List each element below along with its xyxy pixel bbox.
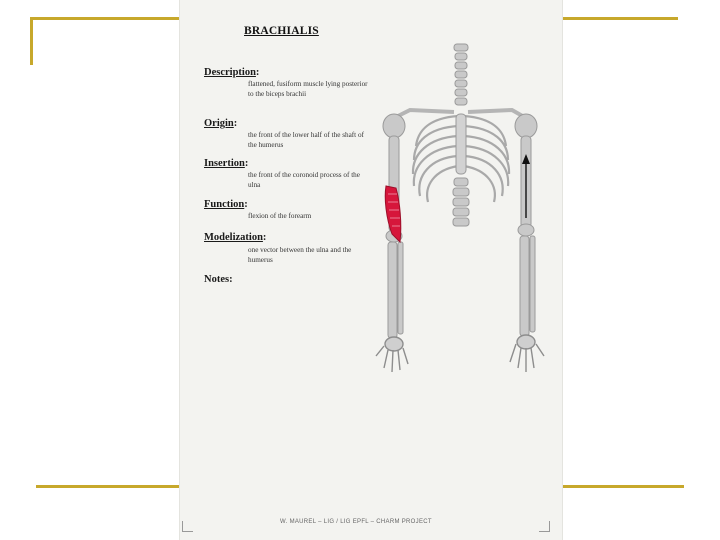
- modelization-text: one vector between the ulna and the humerus: [248, 246, 352, 264]
- sternum: [456, 114, 466, 174]
- left-shoulder-joint: [383, 114, 405, 138]
- insertion-text: the front of the coronoid process of the ulna: [248, 171, 360, 189]
- notes-label: Notes:: [204, 274, 233, 285]
- right-hand: [510, 335, 544, 372]
- description-label: Description:: [204, 67, 260, 78]
- right-shoulder-joint: [515, 114, 537, 138]
- anatomy-sheet: [180, 0, 562, 540]
- crop-mark-left: [182, 521, 193, 532]
- skeleton-figure: [370, 38, 550, 378]
- insertion-label: Insertion:: [204, 158, 249, 169]
- origin-text: the front of the lower half of the shaft of the humerus: [248, 131, 364, 149]
- left-hand: [376, 337, 408, 372]
- modelization-label: Modelization:: [204, 232, 267, 243]
- origin-label: Origin:: [204, 118, 238, 129]
- right-forearm: [520, 236, 529, 336]
- description-text: flattened, fusiform muscle lying posterior to the biceps brachii: [248, 80, 368, 98]
- footer-credit: W. MAUREL – LIG / LIG EPFL – CHARM PROJECT: [280, 519, 432, 525]
- left-forearm: [388, 242, 397, 338]
- page-title: BRACHIALIS: [244, 25, 319, 37]
- slide-left-rule: [30, 17, 33, 65]
- function-text: flexion of the forearm: [248, 212, 312, 220]
- right-elbow: [518, 224, 534, 236]
- function-label: Function:: [204, 199, 248, 210]
- crop-mark-right: [539, 521, 550, 532]
